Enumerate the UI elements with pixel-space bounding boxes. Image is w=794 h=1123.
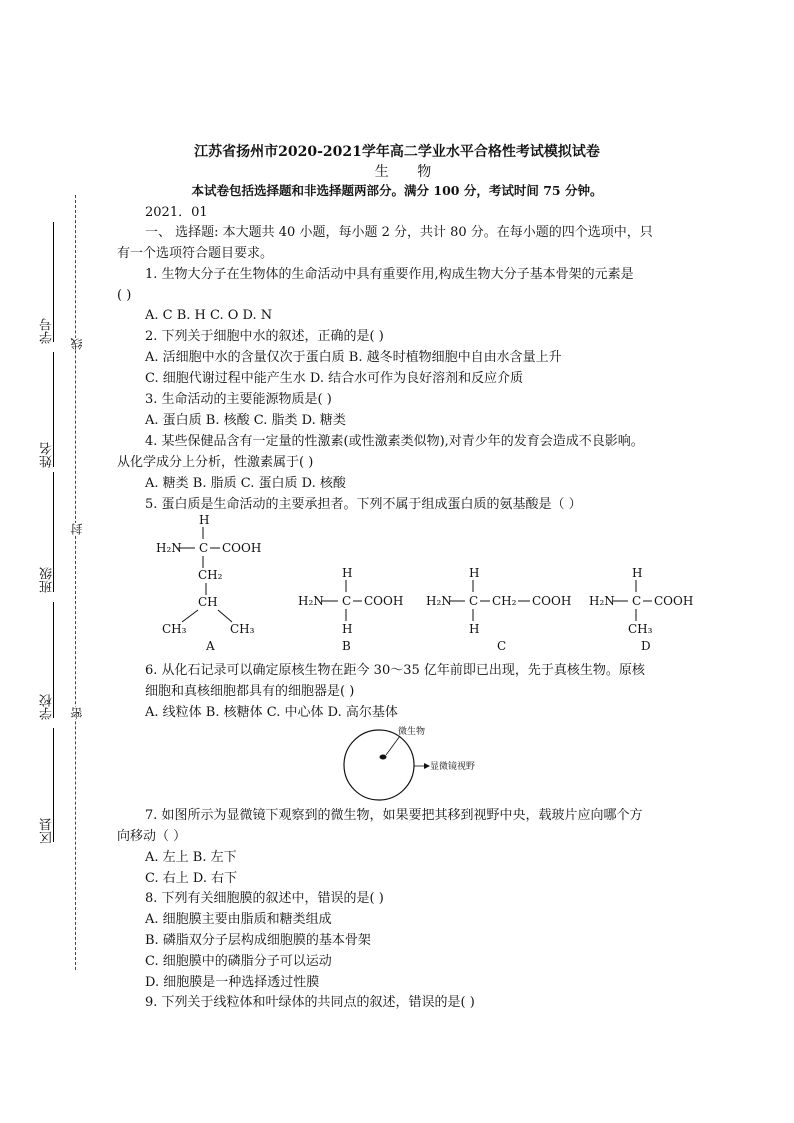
aa-a-top-h: H (199, 513, 210, 527)
seal-char-seal: 封 (70, 523, 84, 535)
aa-a-ch2: CH₂ (198, 568, 223, 582)
q2-options-cd[interactable]: C. 细胞代谢过程中能产生水 D. 结合水可作为良好溶剂和反应介质 (145, 371, 524, 386)
aa-b-bottom-h: H (342, 622, 353, 636)
student-id-blank[interactable] (53, 222, 54, 342)
amino-acid-b (298, 566, 403, 653)
aa-c-ch2: CH₂ (492, 594, 517, 608)
q9-stem: 9. 下列关于线粒体和叶绿体的共同点的叙述，错误的是( ) (145, 995, 475, 1010)
field-label: 显微镜视野 (430, 762, 476, 772)
aa-a-ch3-left: CH₃ (162, 622, 187, 636)
aa-b-carboxyl: COOH (364, 594, 404, 608)
q8-option-d[interactable]: D. 细胞膜是一种选择透过性膜 (145, 975, 320, 990)
q6-stem-cont: 细胞和真核细胞都具有的细胞器是( ) (145, 684, 355, 699)
q1-stem: 1. 生物大分子在生物体的生命活动中具有重要作用,构成生物大分子基本骨架的元素是 (145, 267, 634, 282)
aa-a-ch: CH (198, 595, 218, 609)
exam-date: 2021．01 (145, 205, 208, 220)
aa-d-top-h: H (632, 566, 643, 580)
aa-c-bottom-h: H (469, 622, 480, 636)
q6-stem: 6. 从化石记录可以确定原核生物在距今 30～35 亿年前即已出现，先于真核生物。原核 (145, 663, 645, 678)
aa-c-amine: H₂N (426, 594, 452, 608)
aa-b-carbon: C (342, 594, 352, 608)
amino-acid-c (426, 566, 571, 653)
seal-char-secret: 密 (70, 707, 84, 719)
name-blank[interactable] (53, 352, 54, 467)
aa-c-carbon: C (469, 594, 479, 608)
q7-options-cd[interactable]: C. 右上 D. 右下 (145, 871, 238, 886)
amino-acid-figure (140, 510, 720, 655)
q2-options-ab[interactable]: A. 活细胞中水的含量仅次于蛋白质 B. 越冬时植物细胞中自由水含量上升 (145, 350, 562, 365)
aa-c-carboxyl: COOH (532, 594, 572, 608)
aa-a-carbon: C (199, 541, 209, 555)
aa-label-b: B (342, 639, 351, 653)
q3-options[interactable]: A. 蛋白质 B. 核酸 C. 脂类 D. 糖类 (145, 413, 346, 428)
exam-info: 本试卷包括选择题和非选择题两部分。满分 100 分，考试时间 75 分钟。 (191, 183, 603, 198)
q8-option-c[interactable]: C. 细胞膜中的磷脂分子可以运动 (145, 954, 332, 969)
q4-stem-cont: 从化学成分上分析，性激素属于( ) (117, 455, 314, 470)
q2-stem: 2. 下列关于细胞中水的叙述，正确的是( ) (145, 329, 384, 344)
subject-title: 生 物 (374, 164, 444, 180)
q5-stem: 5. 蛋白质是生命活动的主要承担者。下列不属于组成蛋白质的氨基酸是（ ） (145, 497, 582, 512)
school-blank[interactable] (53, 602, 54, 718)
student-id-label: 学号 (40, 318, 55, 344)
school-label: 学校 (40, 694, 55, 720)
class-blank[interactable] (53, 472, 54, 592)
aa-a-carboxyl: COOH (222, 541, 262, 555)
q4-stem: 4. 某些保健品含有一定量的性激素(或性激素类似物),对青少年的发育会造成不良影响。 (145, 434, 644, 449)
amino-acid-d (589, 566, 693, 653)
aa-label-a: A (206, 639, 215, 653)
aa-d-amine: H₂N (589, 594, 615, 608)
seal-char-line: 线 (70, 338, 84, 350)
q8-option-b[interactable]: B. 磷脂双分子层构成细胞膜的基本骨架 (145, 933, 371, 948)
q7-stem-cont: 向移动（ ） (117, 829, 187, 844)
q8-stem: 8. 下列有关细胞膜的叙述中，错误的是( ) (145, 891, 384, 906)
aa-a-amine: H₂N (156, 541, 182, 555)
aa-d-carboxyl: COOH (654, 594, 694, 608)
exam-title: 江苏省扬州市2020-2021学年高二学业水平合格性考试模拟试卷 (194, 144, 600, 160)
section-heading-line1: 一、 选择题: 本大题共 40 小题，每小题 2 分，共计 80 分。在每小题的四个选项中，只 (145, 225, 653, 240)
name-label: 姓名 (40, 442, 55, 468)
microbe-label: 微生物 (398, 727, 426, 737)
section-heading-line2: 有一个选项符合题目要求。 (117, 246, 274, 261)
aa-b-top-h: H (342, 566, 353, 580)
aa-d-carbon: C (632, 594, 642, 608)
microscope-figure (338, 720, 498, 802)
q8-option-a[interactable]: A. 细胞膜主要由脂质和糖类组成 (145, 912, 332, 927)
district-label: 区县 (40, 818, 55, 844)
q3-stem: 3. 生命活动的主要能源物质是( ) (145, 392, 332, 407)
district-blank[interactable] (53, 728, 54, 842)
aa-d-ch3: CH₃ (628, 622, 653, 636)
aa-label-c: C (497, 639, 507, 653)
q1-stem-cont: ( ) (117, 288, 132, 303)
q1-options[interactable]: A. C B. H C. O D. N (145, 308, 273, 323)
q4-options[interactable]: A. 糖类 B. 脂质 C. 蛋白质 D. 核酸 (145, 476, 346, 491)
q7-stem: 7. 如图所示为显微镜下观察到的微生物，如果要把其移到视野中央，载玻片应向哪个方 (145, 808, 643, 823)
q6-options[interactable]: A. 线粒体 B. 核糖体 C. 中心体 D. 高尔基体 (145, 705, 398, 720)
aa-b-amine: H₂N (298, 594, 324, 608)
q7-options-ab[interactable]: A. 左上 B. 左下 (145, 850, 237, 865)
amino-acid-a (156, 513, 261, 653)
aa-a-ch3-right: CH₃ (230, 622, 255, 636)
binding-dashed-line (75, 195, 76, 970)
microscope-field-circle (344, 730, 414, 800)
class-label: 班级 (40, 567, 55, 593)
microbe-dot (380, 755, 387, 760)
aa-c-top-h: H (469, 566, 480, 580)
aa-label-d: D (641, 639, 651, 653)
